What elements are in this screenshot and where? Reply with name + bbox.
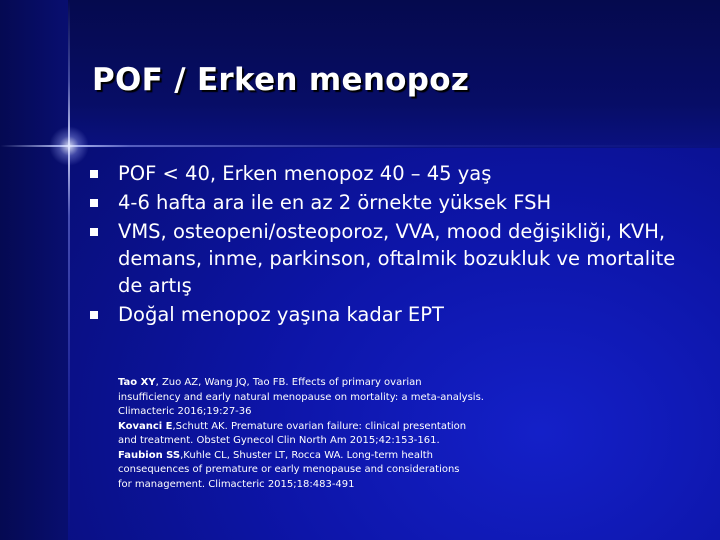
bullet-item <box>88 301 698 328</box>
bullet-text: VMS, osteopeni/osteoporoz, VVA, mood değişikliği, KVH, demans, inme, parkinson, oftalmik bozukluk ve mortalite de artış <box>118 220 676 297</box>
reference-line <box>118 376 538 391</box>
sparkle-star-icon <box>49 126 89 166</box>
reference-line: consequences of premature or early menopause and considerations <box>118 464 460 475</box>
reference-author: Faubion SS <box>118 449 181 461</box>
reference-line: for management. Climacteric 2015;18:483-491 <box>118 478 355 490</box>
square-bullet-icon <box>90 311 98 319</box>
reference-line: and treatment. Obstet Gynecol Clin North Am 2015;42:153-161. <box>118 435 440 446</box>
bullet-list <box>88 160 698 330</box>
slide-title: POF / Erken menopoz <box>92 62 470 98</box>
reference-line <box>118 420 538 435</box>
bullet-text: Doğal menopoz yaşına kadar EPT <box>118 303 444 326</box>
sparkle-horizontal-line <box>0 145 720 147</box>
bullet-item <box>88 189 698 216</box>
bullet-item <box>88 160 698 187</box>
sparkle-vertical-line <box>68 0 70 540</box>
bullet-text: POF < 40, Erken menopoz 40 – 45 yaş <box>118 162 492 185</box>
square-bullet-icon <box>90 170 98 178</box>
reference-text: ,Kuhle CL, Shuster LT, Rocca WA. Long-term health <box>180 449 433 461</box>
reference-line: Climacteric 2016;19:27-36 <box>118 406 252 417</box>
reference-line: insufficiency and early natural menopause on mortality: a meta-analysis. <box>118 391 484 403</box>
square-bullet-icon <box>90 199 98 207</box>
bullet-text: 4-6 hafta ara ile en az 2 örnekte yüksek FSH <box>118 191 552 214</box>
square-bullet-icon <box>90 228 98 236</box>
reference-author: Kovanci E <box>118 420 173 432</box>
reference-text: ,Schutt AK. Premature ovarian failure: clinical presentation <box>172 420 467 432</box>
reference-author: Tao XY <box>118 377 156 388</box>
left-band <box>0 0 68 540</box>
reference-line <box>118 449 538 464</box>
bullet-item <box>88 218 698 299</box>
references <box>118 376 538 492</box>
reference-text: , Zuo AZ, Wang JQ, Tao FB. Effects of primary ovarian <box>155 377 422 388</box>
